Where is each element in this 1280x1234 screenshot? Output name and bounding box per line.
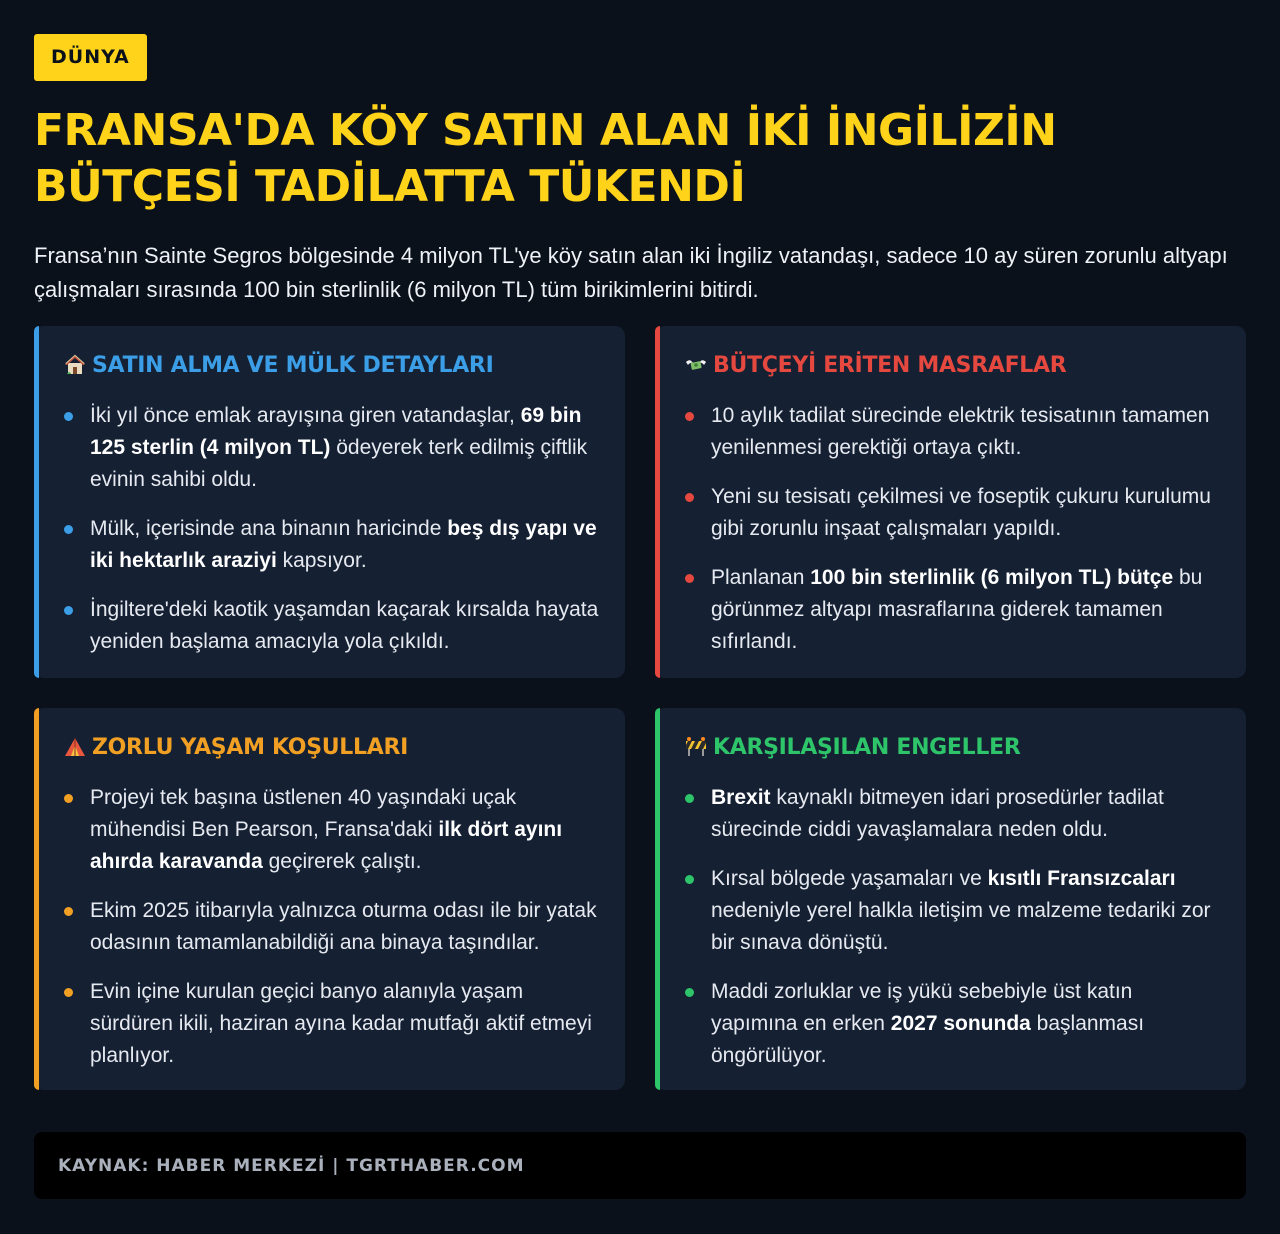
card-living-conditions xyxy=(34,708,625,1090)
card-title: KARŞILAŞILAN ENGELLER xyxy=(713,734,1021,760)
card-title: BÜTÇEYİ ERİTEN MASRAFLAR xyxy=(713,352,1067,378)
card-obstacles xyxy=(655,708,1246,1090)
text: Ekim 2025 itibarıyla yalnızca oturma odası ile bir yatak odasının tamamlanabildiği ana binaya taşındılar. xyxy=(90,899,597,954)
text: Yeni su tesisatı çekilmesi ve foseptik çukuru kurulumu gibi zorunlu inşaat çalışmaları yapıldı. xyxy=(711,485,1211,540)
card-title: SATIN ALMA VE MÜLK DETAYLARI xyxy=(92,352,494,378)
text: Maddi zorluklar ve iş yükü sebebiyle üst katın yapımına en erken xyxy=(711,980,1133,1035)
bold-text: 100 bin sterlinlik (6 milyon TL) bütçe xyxy=(810,566,1174,589)
card-expenses xyxy=(655,326,1246,678)
text: bu görünmez altyapı masraflarına giderek tamamen sıfırlandı. xyxy=(711,566,1203,653)
text: kaynaklı bitmeyen idari prosedürler tadilat sürecinde ciddi yavaşlamalara neden oldu. xyxy=(711,786,1164,841)
lead-paragraph: Fransa’nın Sainte Segros bölgesinde 4 milyon TL'ye köy satın alan iki İngiliz vatandaşı, sadece 10 ay süren zorunlu altyapı çalışmaları sırasında 100 bin sterlinlik (6 milyon TL) tüm birikimlerini bitirdi. xyxy=(34,243,1228,302)
bold-text: kısıtlı Fransızcaları xyxy=(987,867,1176,890)
bold-text: beş dış yapı ve iki hektarlık araziyi xyxy=(90,517,597,572)
page-title: FRANSA'DA KÖY SATIN ALAN İKİ İNGİLİZİN BÜTÇESİ TADİLATTA TÜKENDİ xyxy=(34,105,1057,212)
bold-text: 2027 sonunda xyxy=(890,1012,1031,1035)
bullet-dot xyxy=(64,794,73,803)
bold-text: ilk dört ayını ahırda karavanda xyxy=(90,818,563,873)
category-badge: DÜNYA xyxy=(34,34,147,81)
bold-text: 69 bin 125 sterlin (4 milyon TL) xyxy=(90,404,582,459)
card-purchase-details xyxy=(34,326,625,678)
text: geçirerek çalıştı. xyxy=(262,850,422,873)
bullet-dot xyxy=(685,574,694,583)
house-icon xyxy=(62,352,88,378)
list-item xyxy=(62,594,603,658)
text: başlanması öngörülüyor. xyxy=(711,1012,1145,1067)
list-item xyxy=(62,400,603,496)
bullet-dot xyxy=(64,907,73,916)
text: kapsıyor. xyxy=(276,549,367,572)
list-item xyxy=(683,562,1224,658)
list-item xyxy=(62,895,603,959)
text: Kırsal bölgede yaşamaları ve xyxy=(711,867,988,890)
list-item xyxy=(683,976,1224,1072)
text: ödeyerek terk edilmiş çiftlik evinin sahibi oldu. xyxy=(90,436,588,491)
bullet-dot xyxy=(64,988,73,997)
money-wings-icon xyxy=(683,352,709,378)
bullet-dot xyxy=(64,606,73,615)
text: 10 aylık tadilat sürecinde elektrik tesisatının tamamen yenilenmesi gerektiği ortaya çıktı. xyxy=(711,404,1210,459)
list-item xyxy=(62,513,603,577)
text: Projeyi tek başına üstlenen 40 yaşındaki uçak mühendisi Ben Pearson, Fransa'daki xyxy=(90,786,517,841)
list-item xyxy=(683,782,1224,846)
text: Planlanan xyxy=(711,566,811,589)
card-title: ZORLU YAŞAM KOŞULLARI xyxy=(92,734,408,760)
tent-icon xyxy=(62,734,88,760)
bullet-list xyxy=(62,400,603,658)
source-footer: KAYNAK: HABER MERKEZİ | TGRTHABER.COM xyxy=(34,1132,1246,1199)
text: Evin içine kurulan geçici banyo alanıyla yaşam sürdüren ikili, haziran ayına kadar mutfağı aktif etmeyi planlıyor. xyxy=(90,980,592,1067)
bullet-dot xyxy=(685,412,694,421)
list-item xyxy=(683,863,1224,959)
text: İngiltere'deki kaotik yaşamdan kaçarak kırsalda hayata yeniden başlama amacıyla yola çıkıldı. xyxy=(90,598,599,653)
bold-text: Brexit xyxy=(711,786,771,809)
bullet-list xyxy=(683,400,1224,658)
bullet-dot xyxy=(64,412,73,421)
list-item xyxy=(62,782,603,878)
list-item xyxy=(683,400,1224,464)
bullet-list xyxy=(683,782,1224,1072)
text: Mülk, içerisinde ana binanın haricinde xyxy=(90,517,448,540)
bullet-dot xyxy=(685,493,694,502)
bullet-dot xyxy=(685,875,694,884)
bullet-dot xyxy=(685,794,694,803)
bullet-dot xyxy=(64,525,73,534)
bullet-dot xyxy=(685,988,694,997)
construction-barrier-icon xyxy=(683,734,709,760)
list-item xyxy=(683,481,1224,545)
bullet-list xyxy=(62,782,603,1072)
text: İki yıl önce emlak arayışına giren vatandaşlar, xyxy=(90,404,521,427)
text: nedeniyle yerel halkla iletişim ve malzeme tedariki zor bir sınava dönüştü. xyxy=(711,899,1211,954)
header xyxy=(34,34,1246,307)
list-item xyxy=(62,976,603,1072)
